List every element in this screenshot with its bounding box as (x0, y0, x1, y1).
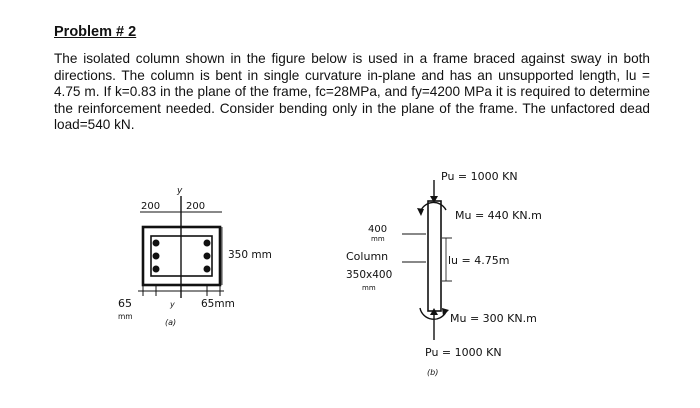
fig-a-axis-label-bottom: y (170, 300, 175, 309)
fig-b-top-moment: Mu = 440 KN.m (455, 209, 542, 222)
fig-b-bottom-load: Pu = 1000 KN (425, 346, 502, 359)
fig-b-col-size-unit: mm (362, 284, 376, 292)
fig-b-col-depth-unit: mm (371, 235, 385, 243)
fig-a-depth-label: 350 mm (228, 249, 272, 261)
fig-a-cover-right: 65mm (201, 298, 235, 310)
fig-a-cover-left: 65 (118, 297, 132, 310)
fig-a-axis-label: y (177, 186, 183, 196)
fig-b-col-word: Column (346, 250, 389, 263)
fig-b-caption: (b) (427, 368, 439, 377)
fig-a-dim-left: 200 (141, 201, 161, 212)
figure-b-column (402, 180, 452, 340)
fig-a-caption: (a) (165, 318, 177, 327)
fig-a-dim-right: 200 (186, 201, 206, 212)
fig-b-top-load: Pu = 1000 KN (441, 170, 518, 183)
fig-b-length: lu = 4.75m (448, 254, 510, 267)
problem-text: The isolated column shown in the figure below is used in a frame braced against sway in both directions. The column is bent in single curvature in-plane and has an unsupported length, lu = 4.75 m. If k=0.83 in the plane of the frame, fc=28MPa, and fy=4200 MPa it is required to determine the reinforcement needed. Consider bending only in the plane of the frame. The unfactored dead load=540 kN. (54, 51, 650, 132)
fig-a-cover-left-unit: mm (118, 312, 133, 321)
fig-b-bottom-moment: Mu = 300 KN.m (450, 312, 537, 325)
fig-b-col-size: 350x400 (346, 269, 393, 281)
problem-heading: Problem # 2 (54, 24, 137, 40)
fig-b-col-depth: 400 (368, 224, 388, 235)
